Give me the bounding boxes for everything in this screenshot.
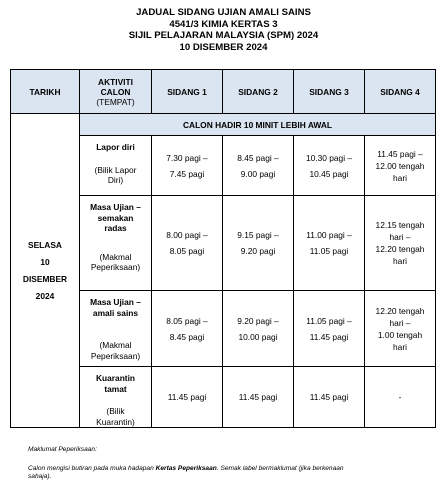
- activity-place: (Makmal: [99, 251, 132, 262]
- sidang-2-time: [223, 367, 294, 428]
- time-line: 11.05 pagi –: [306, 315, 352, 326]
- title-line-3: SIJIL PELAJARAN MALAYSIA (SPM) 2024: [128, 30, 319, 41]
- spacer: [80, 234, 151, 252]
- time-line: 11.45 pagi: [309, 392, 349, 402]
- spacer: [80, 318, 151, 340]
- spacer: [80, 153, 151, 165]
- activity-place: (Bilik Lapor: [94, 164, 137, 175]
- header-calon-line: CALON: [100, 86, 131, 97]
- tarikh-month: DISEMBER: [22, 273, 68, 284]
- notes-line-1-bold: Kertas Peperiksaan: [155, 465, 217, 472]
- notes-line-2: sahaja).: [28, 473, 52, 480]
- sidang-1-time: [152, 367, 223, 428]
- activity-cell: [80, 196, 152, 291]
- spacer: [80, 394, 151, 406]
- calon-note: CALON HADIR 10 MINIT LEBIH AWAL: [80, 114, 436, 136]
- activity-name: semakan: [97, 212, 134, 223]
- sidang-2-time: [223, 136, 294, 196]
- activity-name: amali sains: [92, 307, 139, 318]
- time-line: 9.20 pagi –: [237, 315, 279, 326]
- time-line: 1.00 tengah: [377, 329, 423, 340]
- time-line: 8.00 pagi –: [166, 230, 208, 240]
- schedule-table: [10, 69, 436, 428]
- time-line: 11.45 pagi: [167, 392, 207, 402]
- activity-place: Peperiksaan): [90, 262, 141, 272]
- time-line: 7.30 pagi –: [166, 152, 208, 163]
- sidang-3-time: [294, 196, 365, 291]
- time-line: 11.00 pagi –: [306, 230, 352, 240]
- activity-name: Kuarantin: [95, 373, 136, 383]
- header-sidang-3: SIDANG 3: [294, 70, 365, 114]
- activity-cell: [80, 136, 152, 196]
- sidang-1-time: [152, 196, 223, 291]
- sidang-4-time: [365, 367, 436, 428]
- sidang-4-time: [365, 196, 436, 291]
- time-line: 8.05 pagi –: [166, 315, 208, 326]
- time-line: 9.15 pagi –: [237, 230, 279, 240]
- header-tarikh: TARIKH: [11, 70, 80, 114]
- header-sidang-1: SIDANG 1: [152, 70, 223, 114]
- notes-line-1: [28, 465, 344, 473]
- header-aktiviti-line: AKTIVITI: [98, 76, 133, 87]
- time-line: -: [398, 392, 402, 402]
- time-line: 12.15 tengah: [375, 220, 425, 230]
- sidang-1-time: [152, 291, 223, 367]
- tarikh-date: 10: [40, 256, 50, 267]
- time-line: hari: [393, 256, 407, 266]
- activity-place: (Bilik: [106, 406, 125, 416]
- activity-name: Masa Ujian –: [90, 202, 141, 212]
- time-line: hari: [393, 172, 407, 183]
- activity-name: Masa Ujian –: [90, 297, 141, 307]
- time-line: 12.20 tengah: [375, 244, 425, 254]
- header-tempat-line: (TEMPAT): [96, 96, 135, 107]
- time-line: 10.30 pagi –: [305, 152, 353, 163]
- sidang-1-time: [152, 136, 223, 196]
- time-line: 10.00 pagi: [238, 331, 278, 342]
- time-line: hari –: [389, 232, 411, 242]
- time-line: 12.00 tengah: [375, 160, 425, 171]
- sidang-4-time: [365, 291, 436, 367]
- header-sidang-4: SIDANG 4: [365, 70, 436, 114]
- time-line: 8.05 pagi: [169, 246, 205, 256]
- time-line: 9.20 pagi: [240, 246, 276, 256]
- time-line: 8.45 pagi: [169, 331, 205, 342]
- activity-place: Peperiksaan): [90, 350, 141, 361]
- time-line: 11.45 pagi: [309, 331, 349, 342]
- calon-note-row: [11, 114, 436, 136]
- header-aktiviti: [80, 70, 152, 114]
- time-line: 7.45 pagi: [169, 168, 205, 179]
- time-line: 10.45 pagi: [309, 168, 349, 179]
- sidang-3-time: [294, 291, 365, 367]
- activity-place: (Makmal: [99, 340, 132, 350]
- time-line: hari: [393, 341, 407, 352]
- notes-line-1a: Calon mengisi butiran pada muka hadapan: [28, 465, 156, 472]
- title-line-4: 10 DISEMBER 2024: [179, 41, 268, 53]
- sidang-3-time: [294, 136, 365, 196]
- time-line: 9.00 pagi: [240, 168, 276, 179]
- time-line: 11.45 pagi: [238, 392, 278, 402]
- tarikh-year: 2024: [35, 290, 55, 301]
- tarikh-cell: [11, 114, 80, 428]
- activity-place: Diri): [107, 175, 124, 185]
- sidang-2-time: [223, 196, 294, 291]
- activity-name: radas: [104, 223, 127, 233]
- activity-name: Lapor diri: [96, 142, 135, 152]
- activity-place: Kuarantin): [96, 416, 135, 427]
- sidang-4-time: [365, 136, 436, 196]
- title-line-1: JADUAL SIDANG UJIAN AMALI SAINS: [136, 7, 311, 18]
- tarikh-day: SELASA: [28, 239, 62, 250]
- header-sidang-2: SIDANG 2: [223, 70, 294, 114]
- document-title: [0, 7, 447, 53]
- time-line: 12.20 tengah: [375, 305, 425, 316]
- time-line: 11.45 pagi –: [377, 148, 423, 159]
- notes-heading: Maklumat Peperiksaan:: [28, 446, 97, 453]
- time-line: 8.45 pagi –: [237, 152, 279, 163]
- activity-cell: [80, 291, 152, 367]
- header-row: [11, 70, 436, 114]
- activity-cell: [80, 367, 152, 428]
- activity-name: tamat: [104, 383, 127, 394]
- sidang-3-time: [294, 367, 365, 428]
- time-line: hari –: [389, 317, 411, 328]
- sidang-2-time: [223, 291, 294, 367]
- notes-line-1c: . Semak label bermaklumat (jika berkenaan: [216, 465, 344, 472]
- title-line-2: 4541/3 KIMIA KERTAS 3: [169, 18, 278, 30]
- time-line: 11.05 pagi: [309, 246, 349, 256]
